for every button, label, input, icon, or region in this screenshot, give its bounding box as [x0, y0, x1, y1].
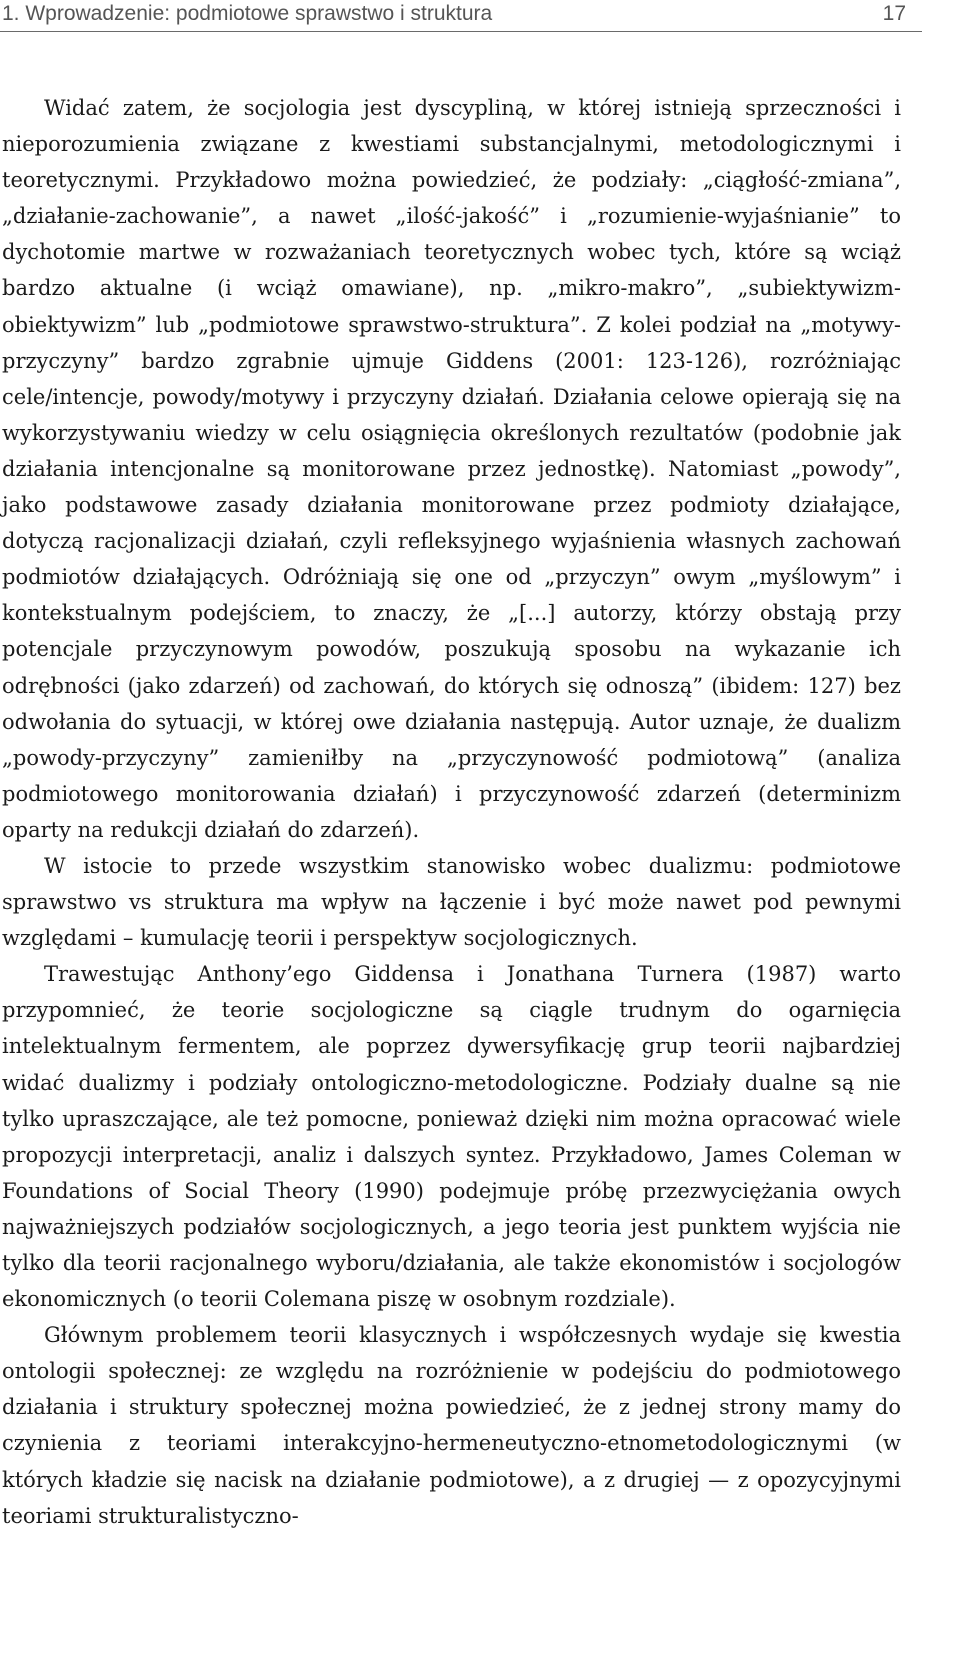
page-number: 17: [882, 2, 906, 25]
paragraph-4: Głównym problemem teorii klasycznych i współczesnych wydaje się kwestia ontologii społecznej: ze względu na rozróżnienie w podejściu do podmiotowego działania i struktury społecznej można powiedzieć, że z jednej strony mamy do czynienia z teoriami interakcyjno-hermeneutyczno-etnometodologicznymi (w których kładzie się nacisk na działanie podmiotowe), a z drugiej — z opozycyjnymi teoriami strukturalistyczno-: [2, 1323, 901, 1528]
body-text: [2, 90, 901, 1534]
paragraph-3: Trawestując Anthony’ego Giddensa i Jonathana Turnera (1987) warto przypomnieć, że teorie socjologiczne są ciągle trudnym do ogarnięcia intelektualnym fermentem, ale poprzez dywersyfikację grup teorii najbardziej widać dualizmy i podziały ontologiczno-metodologiczne. Podziały dualne są nie tylko upraszczające, ale też pomocne, ponieważ dzięki nim można opracować wiele propozycji interpretacji, analiz i dalszych syntez. Przykładowo, James Coleman w Foundations of Social Theory (1990) podejmuje próbę przezwyciężania owych najważniejszych podziałów socjologicznych, a jego teoria jest punktem wyjścia nie tylko dla teorii racjonalnego wyboru/działania, ale także ekonomistów i socjologów ekonomicznych (o teorii Colemana piszę w osobnym rozdziale).: [2, 962, 901, 1312]
running-head: [0, 0, 922, 32]
paragraph-2: W istocie to przede wszystkim stanowisko wobec dualizmu: podmiotowe sprawstwo vs struktura ma wpływ na łączenie i być może nawet pod pewnymi względami – kumulację teorii i perspektyw socjologicznych.: [2, 853, 901, 951]
paragraph-1: Widać zatem, że socjologia jest dyscypliną, w której istnieją sprzeczności i nieporozumienia związane z kwestiami substancjalnymi, metodologicznymi i teoretycznymi. Przykładowo można powiedzieć, że podziały: „ciągłość-zmiana”, „działanie-zachowanie”, a nawet „ilość-jakość” i „rozumienie-wyjaśnianie” to dychotomie martwe w rozważaniach teoretycznych wobec tych, które są wciąż bardzo aktualne (i wciąż omawiane), np. „mikro-makro”, „subiektywizm-obiektywizm” lub „podmiotowe sprawstwo-struktura”. Z kolei podział na „motywy-przyczyny” bardzo zgrabnie ujmuje Giddens (2001: 123-126), rozróżniając cele/intencje, powody/motywy i przyczyny działań. Działania celowe opierają się na wykorzystywaniu wiedzy w celu osiągnięcia określonych rezultatów (podobnie jak działania intencjonalne są monitorowane przez jednostkę). Natomiast „powody”, jako podstawowe zasady działania monitorowane przez podmioty działające, dotyczą racjonalizacji działań, czyli refleksyjnego wyjaśnienia własnych zachowań podmiotów działających. Odróżniają się one od „przyczyn” owym „myślowym” i kontekstualnym podejściem, to znaczy, że „[...] autorzy, którzy obstają przy potencjale przyczynowym powodów, poszukują sposobu na wykazanie ich odrębności (jako zdarzeń) od zachowań, do których się odnoszą” (ibidem: 127) bez odwołania do sytuacji, w której owe działania następują. Autor uznaje, że dualizm „powody-przyczyny” zamieniłby na „przyczynowość podmiotową” (analiza podmiotowego monitorowania działań) i przyczynowość zdarzeń (determinizm oparty na redukcji działań do zdarzeń).: [2, 96, 901, 842]
chapter-title: 1. Wprowadzenie: podmiotowe sprawstwo i struktura: [2, 2, 493, 25]
